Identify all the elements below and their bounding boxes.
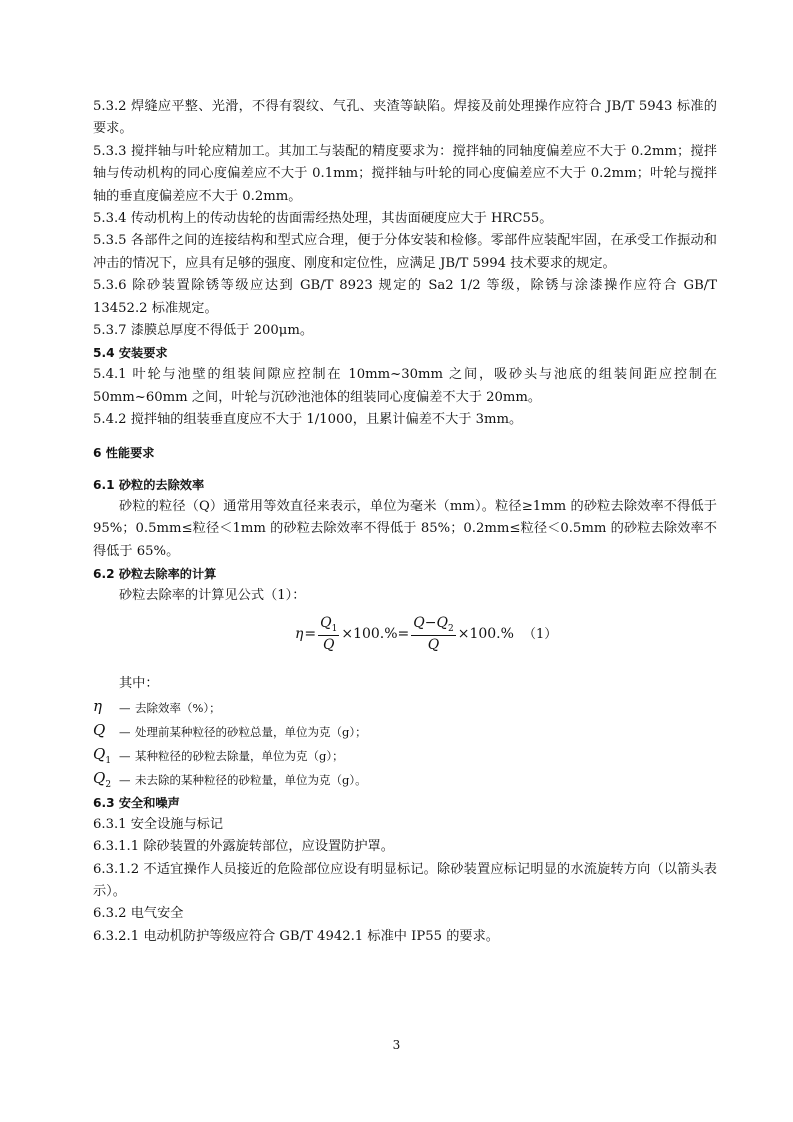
page-number: 3 bbox=[392, 1038, 401, 1052]
clause-6-2-text: 砂粒去除率的计算见公式（1）： bbox=[119, 587, 306, 603]
formula-number: （1） bbox=[523, 627, 558, 643]
symbol-definitions bbox=[93, 673, 717, 791]
clause-5-3-4: 5.3.4 传动机构上的传动齿轮的齿面需经热处理，其齿面硬度应大于 HRC55。 bbox=[93, 211, 553, 227]
clause-6-3-2-1: 6.3.2.1 电动机防护等级应符合 GB/T 4942.1 标准中 IP55 的要求。 bbox=[93, 928, 499, 944]
clause-5-3-3: 5.3.3 搅拌轴与叶轮应精加工。其加工与装配的精度要求为：搅拌轴的同轴度偏差应不大于 0.2mm；搅拌轴与传动机构的同心度偏差应不大于 0.1mm；搅拌轴与叶轮的同心度偏差应不大于 0.2mm；叶轮与搅拌轴的垂直度偏差应不大于 0.2mm。 bbox=[93, 143, 717, 204]
formula-times-2: ×100.% bbox=[457, 626, 514, 643]
page-content bbox=[93, 96, 717, 948]
fraction-1-numerator: $Q_1$ bbox=[320, 615, 338, 635]
clause-6-1-text: 砂粒的粒径（Q）通常用等效直径来表示，单位为毫米（mm）。粒径≥1mm 的砂粒去除效率不得低于 95%；0.5mm≤粒径＜1mm 的砂粒去除效率不得低于 85%；0.2mm≤粒径＜0.5mm 的砂粒去除效率不得低于 65%。 bbox=[93, 498, 717, 559]
clause-6-3-2: 6.3.2 电气安全 bbox=[93, 906, 184, 922]
removal-rate-formula bbox=[295, 615, 515, 653]
fraction-2-numerator: $Q-Q_2$ bbox=[413, 615, 454, 635]
formula-eta: η bbox=[295, 626, 304, 643]
clause-5-3-6: 5.3.6 除砂装置除锈等级应达到 GB/T 8923 规定的 Sa2 1/2 等级，除锈与涂漆操作应符合 GB/T 13452.2 标准规定。 bbox=[93, 278, 717, 316]
symbol-def-q1: $Q_1$ — 某种粒径的砂粒去除量，单位为克（g）； bbox=[93, 745, 344, 767]
symbol-def-q: Q — 处理前某种粒径的砂粒总量，单位为克（g）； bbox=[93, 721, 367, 740]
heading-6-3: 6.3 安全和噪声 bbox=[93, 795, 180, 810]
clause-5-4-2: 5.4.2 搅拌轴的组装垂直度应不大于 1/1000，且累计偏差不大于 3mm。 bbox=[93, 412, 523, 428]
heading-6-2: 6.2 砂粒去除率的计算 bbox=[93, 566, 217, 581]
formula-times-1: ×100.%= bbox=[341, 626, 410, 643]
symbol-def-q2: $Q_2$ — 未去除的某种粒径的砂粒量，单位为克（g）。 bbox=[93, 769, 367, 791]
formula-row bbox=[93, 611, 717, 667]
clause-6-3-1-2: 6.3.1.2 不适宜操作人员接近的危险部位应设有明显标记。除砂装置应标记明显的水流旋转方向（以箭头表示）。 bbox=[93, 861, 717, 899]
fraction-2-denominator: Q bbox=[427, 637, 440, 654]
clause-5-3-2: 5.3.2 焊缝应平整、光滑，不得有裂纹、气孔、夹渣等缺陷。焊接及前处理操作应符合 JB/T 5943 标准的要求。 bbox=[93, 99, 717, 137]
clause-6-3-1-1: 6.3.1.1 除砂装置的外露旋转部位，应设置防护罩。 bbox=[93, 839, 394, 855]
formula-fraction-1 bbox=[318, 615, 339, 653]
heading-5-4: 5.4 安装要求 bbox=[93, 346, 168, 361]
formula-fraction-2 bbox=[411, 615, 455, 653]
clause-5-4-1: 5.4.1 叶轮与池壁的组装间隙应控制在 10mm~30mm 之间，吸砂头与池底的组装间距应控制在 50mm~60mm 之间，叶轮与沉砂池池体的组装同心度偏差不大于 20mm。 bbox=[93, 367, 717, 405]
heading-6: 6 性能要求 bbox=[93, 445, 155, 460]
symbol-def-eta: η — 去除效率（%）； bbox=[93, 697, 221, 716]
where-label: 其中： bbox=[119, 676, 159, 692]
heading-6-1: 6.1 砂粒的去除效率 bbox=[93, 477, 205, 492]
clause-5-3-7: 5.3.7 漆膜总厚度不得低于 200μm。 bbox=[93, 323, 314, 339]
clause-5-3-5: 5.3.5 各部件之间的连接结构和型式应合理，便于分体安装和检修。零部件应装配牢固，在承受工作振动和冲击的情况下，应具有足够的强度、刚度和定位性，应满足 JB/T 5994 技术要求的规定。 bbox=[93, 233, 717, 271]
clause-6-3-1: 6.3.1 安全设施与标记 bbox=[93, 816, 224, 832]
formula-equals: = bbox=[304, 626, 317, 643]
fraction-1-denominator: Q bbox=[322, 637, 335, 654]
